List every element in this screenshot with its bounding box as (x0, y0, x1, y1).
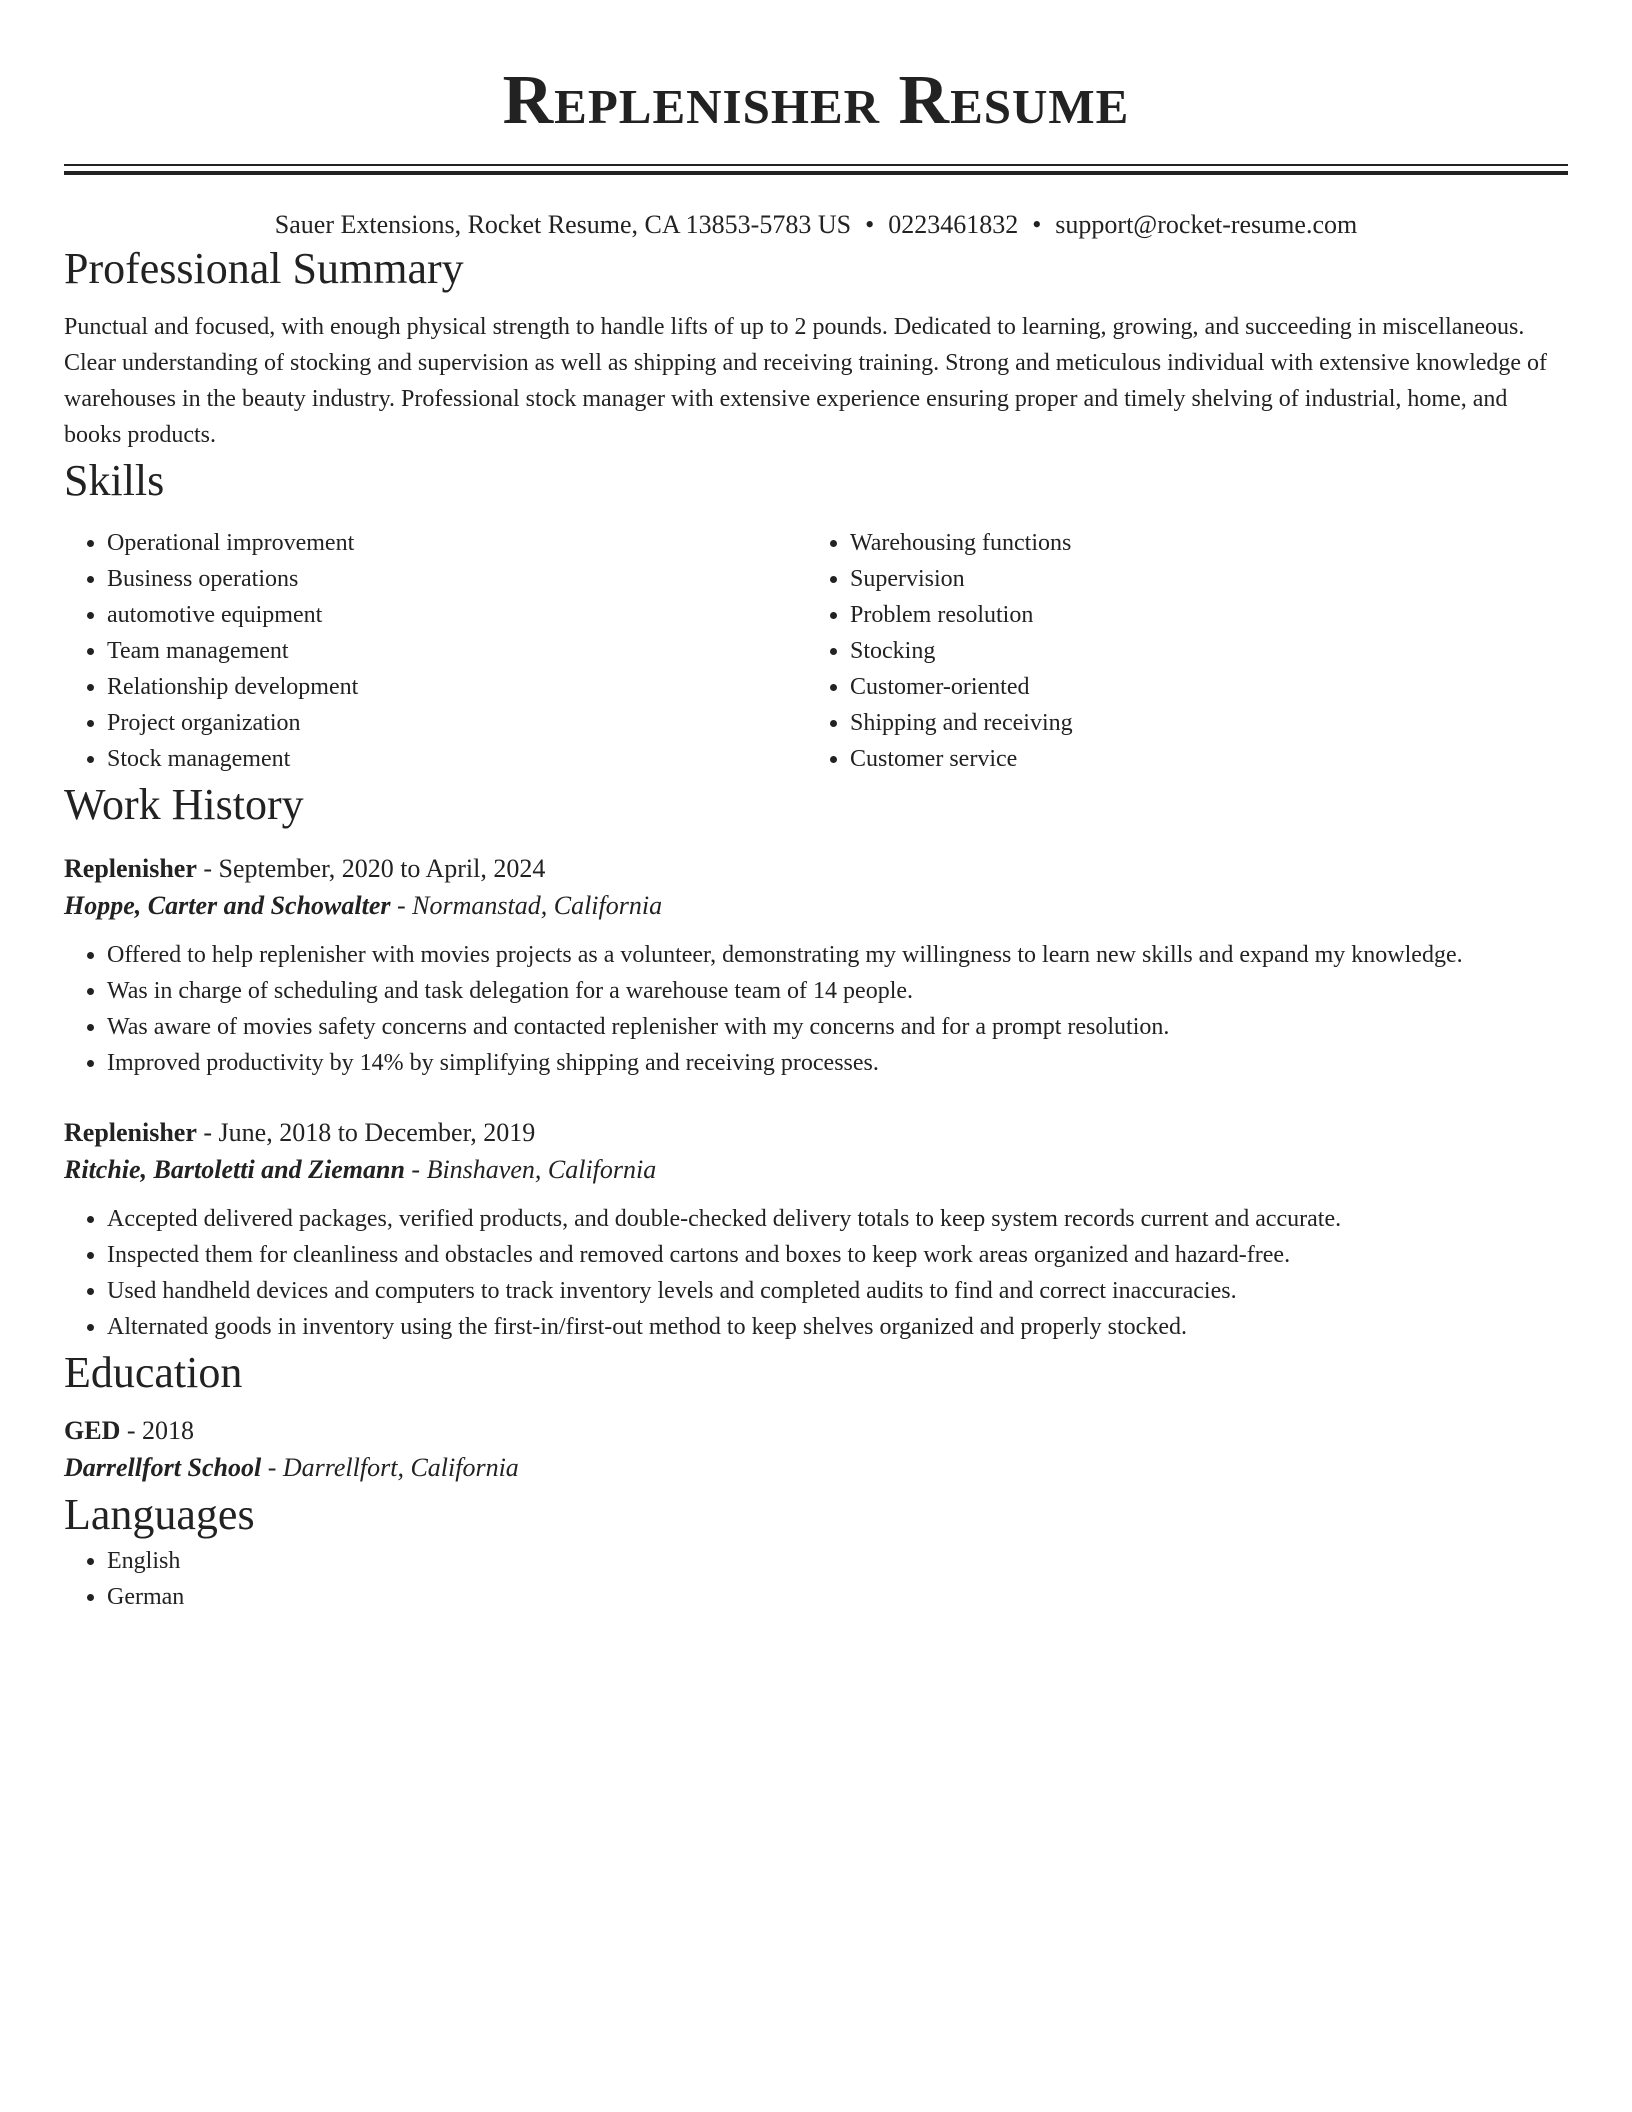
skills-list-right (807, 525, 1550, 777)
skill-item: • Stock management (107, 741, 807, 777)
skill-item: • Shipping and receiving (850, 705, 1550, 741)
job-company: Hoppe, Carter and Schowalter (64, 891, 391, 920)
skills-list-left (64, 525, 807, 777)
job-company-line (64, 887, 1568, 925)
education-heading: Education (64, 1348, 243, 1397)
skill-item: • Warehousing functions (850, 525, 1550, 561)
job-location: - Normanstad, California (390, 891, 663, 920)
education-year: - 2018 (120, 1416, 195, 1445)
job-duty: • Offered to help replenisher with movies projects as a volunteer, demonstrating my willingness to learn new skills and expand my knowledge. (107, 937, 1568, 973)
resume-title: Replenisher Resume (502, 62, 1130, 139)
skill-item: • Project organization (107, 705, 807, 741)
job-duty: • Was in charge of scheduling and task delegation for a warehouse team of 14 people. (107, 973, 1568, 1009)
job-duties-list (64, 937, 1568, 1081)
job-title: Replenisher (64, 854, 197, 883)
contact-separator: • (1032, 210, 1042, 239)
education-entry (64, 1413, 1568, 1487)
job-duty: • Used handheld devices and computers to track inventory levels and completed audits to find and correct inaccuracies. (107, 1273, 1568, 1309)
skill-item: • Business operations (107, 561, 807, 597)
skill-item: • Stocking (850, 633, 1550, 669)
skill-item: • Customer-oriented (850, 669, 1550, 705)
job-duty: • Alternated goods in inventory using the first-in/first-out method to keep shelves organized and properly stocked. (107, 1309, 1568, 1345)
language-item: • German (107, 1579, 1568, 1615)
skill-item: • Supervision (850, 561, 1550, 597)
job-duty: • Improved productivity by 14% by simplifying shipping and receiving processes. (107, 1045, 1568, 1081)
job-dates: - September, 2020 to April, 2024 (196, 854, 546, 883)
work-history-heading: Work History (64, 780, 304, 829)
skills-grid (64, 525, 1568, 777)
skill-item: • Relationship development (107, 669, 807, 705)
job-title-line (64, 851, 1568, 887)
contact-email: support@rocket-resume.com (1055, 210, 1358, 239)
languages-heading: Languages (64, 1490, 255, 1539)
job-dates: - June, 2018 to December, 2019 (196, 1118, 536, 1147)
skill-item: • Team management (107, 633, 807, 669)
job-duties-list (64, 1201, 1568, 1345)
job-entry (64, 1115, 1568, 1345)
education-school: Darrellfort School (64, 1453, 262, 1482)
contact-address: Sauer Extensions, Rocket Resume, CA 13853-5783 US (274, 210, 852, 239)
contact-line (64, 209, 1568, 241)
skills-heading: Skills (64, 456, 165, 505)
title-double-rule (64, 164, 1568, 175)
job-company: Ritchie, Bartoletti and Ziemann (64, 1155, 405, 1184)
job-duty: • Was aware of movies safety concerns and contacted replenisher with my concerns and for a prompt resolution. (107, 1009, 1568, 1045)
skill-item: • automotive equipment (107, 597, 807, 633)
education-location: - Darrellfort, California (261, 1453, 519, 1482)
job-duty: • Inspected them for cleanliness and obstacles and removed cartons and boxes to keep work areas organized and hazard-free. (107, 1237, 1568, 1273)
summary-text: Punctual and focused, with enough physical strength to handle lifts of up to 2 pounds. Dedicated to learning, growing, and succeeding in miscellaneous. Clear understanding of stocking and supervision as well as shipping and receiving training. Strong and meticulous individual with extensive knowledge of warehouses in the beauty industry. Professional stock manager with extensive experience ensuring proper and timely shelving of industrial, home, and books products. (64, 314, 1548, 448)
language-item: • English (107, 1543, 1568, 1579)
job-company-line (64, 1151, 1568, 1189)
job-location: - Binshaven, California (404, 1155, 657, 1184)
languages-list (64, 1543, 1568, 1615)
contact-separator: • (865, 210, 875, 239)
skill-item: • Customer service (850, 741, 1550, 777)
education-degree: GED (64, 1416, 121, 1445)
education-school-line (64, 1449, 1568, 1487)
skill-item: • Operational improvement (107, 525, 807, 561)
contact-phone: 0223461832 (888, 210, 1019, 239)
job-title-line (64, 1115, 1568, 1151)
job-entry (64, 851, 1568, 1081)
education-degree-line (64, 1413, 1568, 1449)
job-duty: • Accepted delivered packages, verified products, and double-checked delivery totals to keep system records current and accurate. (107, 1201, 1568, 1237)
skill-item: • Problem resolution (850, 597, 1550, 633)
summary-heading: Professional Summary (64, 244, 464, 293)
job-title: Replenisher (64, 1118, 197, 1147)
